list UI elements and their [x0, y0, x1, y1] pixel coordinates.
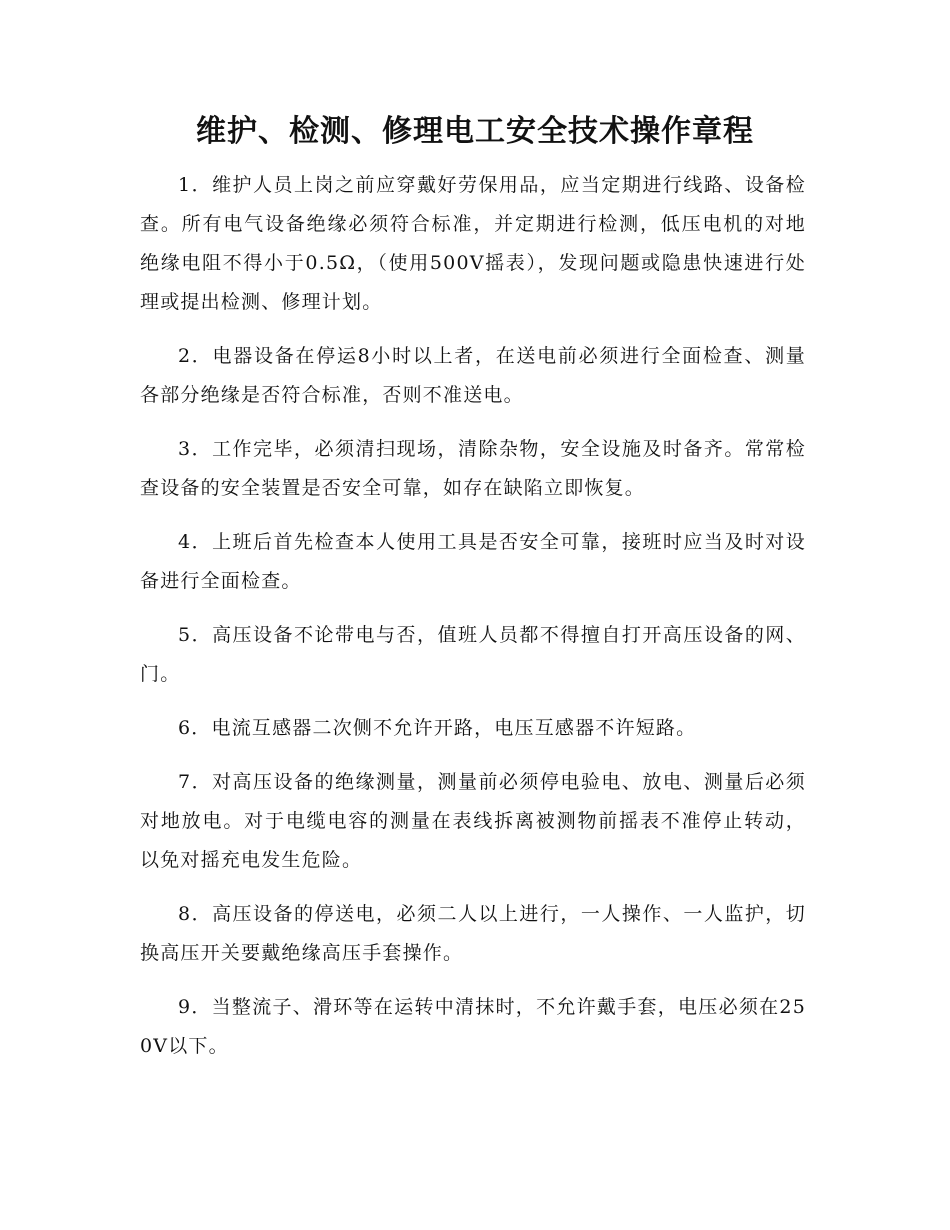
document-title: 维护、检测、修理电工安全技术操作章程: [196, 114, 754, 149]
paragraph-4: 4．上班后首先检查本人使用工具是否安全可靠，接班时应当及时对设备进行全面检查。: [140, 531, 806, 592]
paragraph-6: 6．电流互感器二次侧不允许开路，电压互感器不许短路。: [178, 717, 697, 739]
paragraph-8: 8．高压设备的停送电，必须二人以上进行，一人操作、一人监护，切换高压开关要戴绝缘高压手套操作。: [140, 903, 806, 964]
paragraph-9: 9．当整流子、滑环等在运转中清抹时，不允许戴手套，电压必须在250V以下。: [140, 996, 806, 1057]
paragraph-3: 3．工作完毕，必须清扫现场，清除杂物，安全设施及时备齐。常常检查设备的安全装置是否安全可靠，如存在缺陷立即恢复。: [140, 438, 806, 499]
paragraph-1: 1．维护人员上岗之前应穿戴好劳保用品，应当定期进行线路、设备检查。所有电气设备绝缘必须符合标准，并定期进行检测，低压电机的对地绝缘电阻不得小于0.5Ω，（使用500V摇表），发现问题或隐患快速进行处理或提出检测、修理计划。: [140, 174, 806, 313]
document-body: [140, 166, 806, 1081]
paragraph-2: 2．电器设备在停运8小时以上者，在送电前必须进行全面检查、测量各部分绝缘是否符合标准，否则不准送电。: [140, 345, 806, 406]
paragraph-5: 5．高压设备不论带电与否，值班人员都不得擅自打开高压设备的网、门。: [140, 624, 806, 685]
paragraph-7: 7．对高压设备的绝缘测量，测量前必须停电验电、放电、测量后必须对地放电。对于电缆电容的测量在表线拆离被测物前摇表不准停止转动，以免对摇充电发生危险。: [140, 771, 806, 871]
